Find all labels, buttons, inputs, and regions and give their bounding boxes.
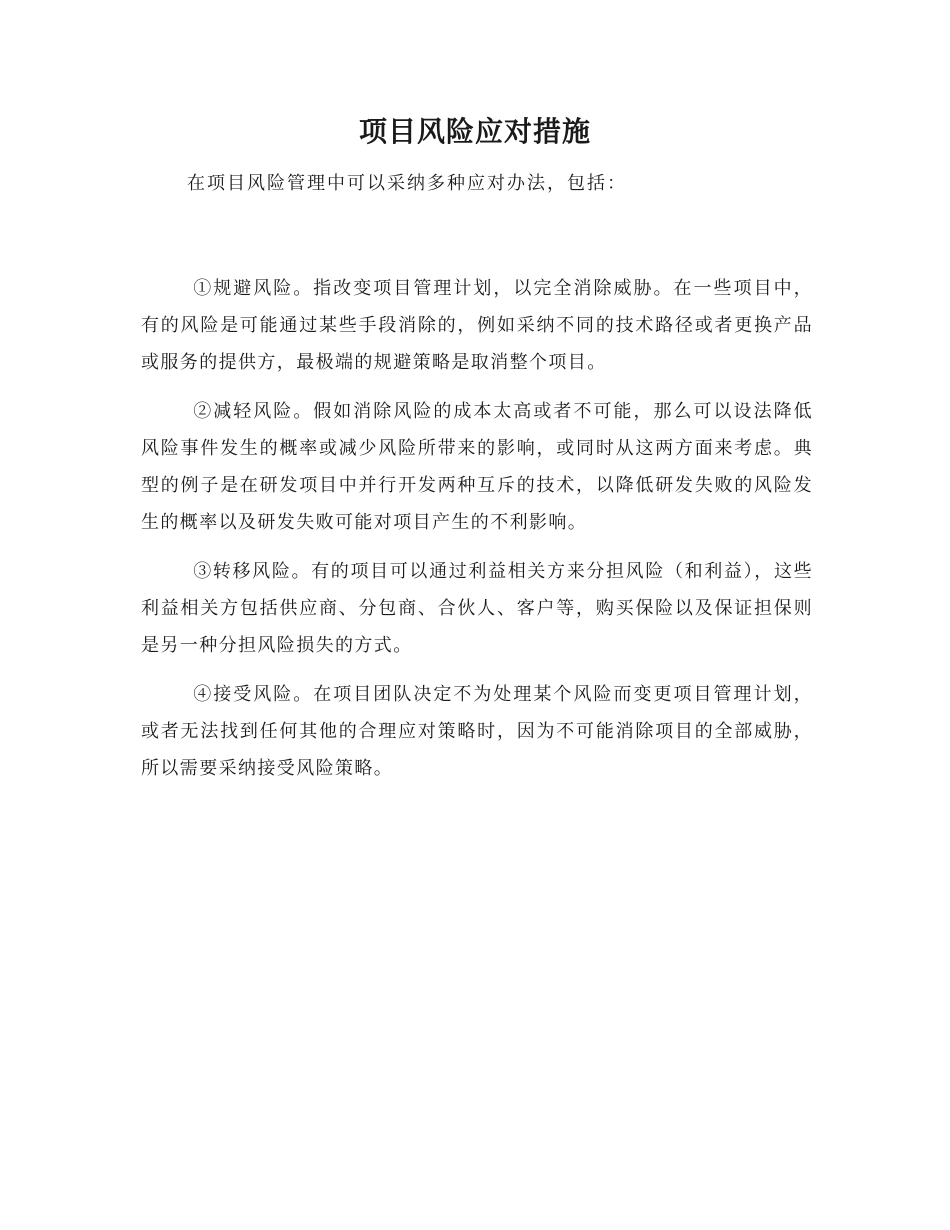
document-body	[141, 270, 813, 799]
paragraph-accept-risk: ④接受风险。在项目团队决定不为处理某个风险而变更项目管理计划，或者无法找到任何其他的合理应对策略时，因为不可能消除项目的全部威胁，所以需要采纳接受风险策略。	[141, 684, 813, 779]
page-title: 项目风险应对措施	[358, 115, 591, 148]
paragraph-mitigate-risk: ②减轻风险。假如消除风险的成本太高或者不可能，那么可以设法降低风险事件发生的概率或减少风险所带来的影响，或同时从这两方面来考虑。典型的例子是在研发项目中并行开发两种互斥的技术，以降低研发失败的风险发生的概率以及研发失败可能对项目产生的不利影响。	[141, 401, 813, 533]
intro-paragraph: 在项目风险管理中可以采纳多种应对办法，包括：	[187, 173, 627, 194]
paragraph-transfer-risk: ③转移风险。有的项目可以通过利益相关方来分担风险（和利益），这些利益相关方包括供应商、分包商、合伙人、客户等，购买保险以及保证担保则是另一种分担风险损失的方式。	[141, 561, 813, 656]
paragraph-avoid-risk: ①规避风险。指改变项目管理计划，以完全消除威胁。在一些项目中，有的风险是可能通过某些手段消除的，例如采纳不同的技术路径或者更换产品或服务的提供方，最极端的规避策略是取消整个项目。	[141, 278, 813, 373]
